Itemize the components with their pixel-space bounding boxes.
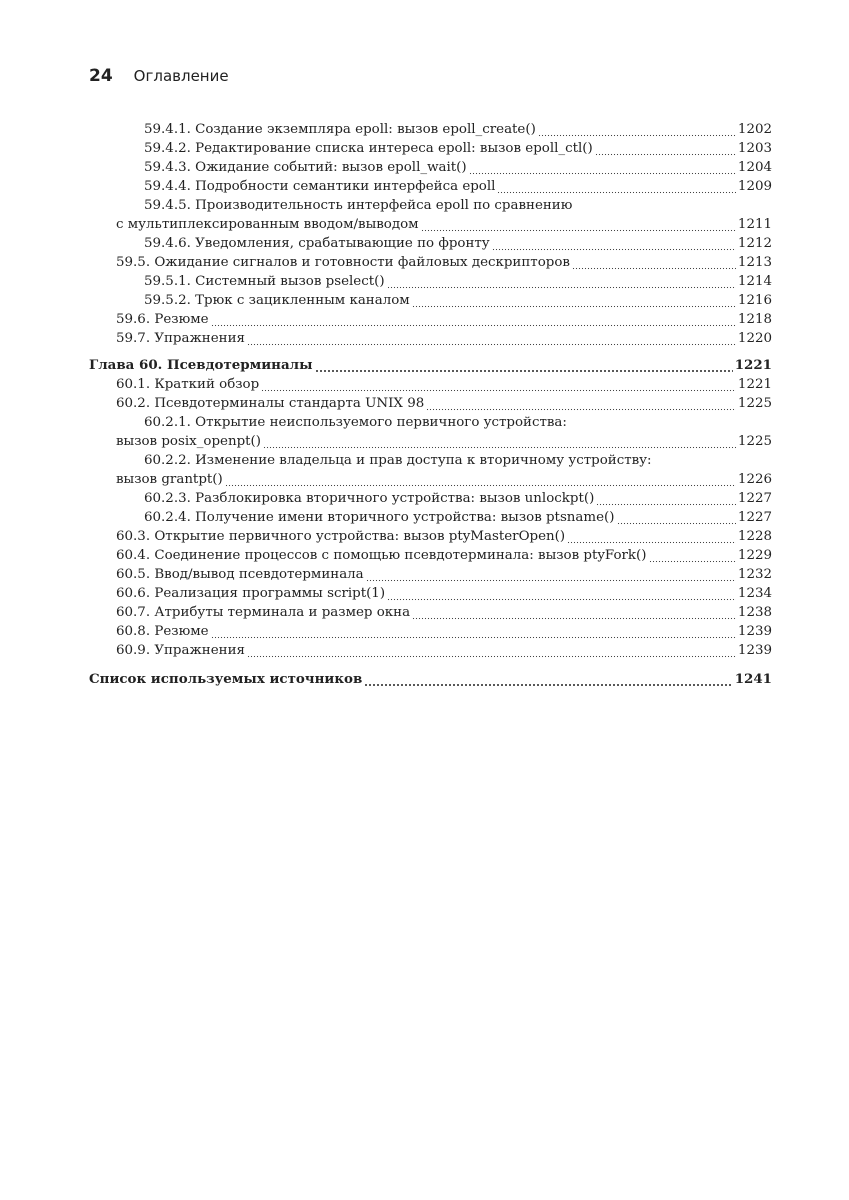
leader-dots: [387, 584, 736, 603]
toc-entry[interactable]: [89, 310, 772, 329]
toc-entry-title: 59.5.2. Трюк с зацикленным каналом: [144, 293, 410, 308]
toc-entry-title: 60.4. Соединение процессов с помощью псевдотерминала: вызов ptyFork(): [116, 548, 647, 563]
toc-entry[interactable]: [89, 508, 772, 527]
toc-entry-page: 1218: [737, 312, 772, 327]
running-title: Оглавление: [133, 67, 229, 85]
leader-dots: [567, 527, 736, 546]
toc-entry-title: 60.2.3. Разблокировка вторичного устройства: вызов unlockpt(): [144, 491, 595, 506]
toc-entry-title: 59.6. Резюме: [116, 312, 209, 327]
toc-entry-page: 1203: [737, 141, 772, 156]
leader-dots: [538, 120, 736, 139]
toc-entry-page: 1209: [737, 179, 772, 194]
toc-entry-title: 59.4.4. Подробности семантики интерфейса epoll: [144, 179, 496, 194]
leader-dots: [492, 234, 736, 253]
toc-entry-continuation[interactable]: [89, 432, 772, 451]
toc-entry-title: 60.8. Резюме: [116, 624, 209, 639]
page-header: [89, 66, 229, 92]
toc-entry[interactable]: [89, 120, 772, 139]
toc-entry-page: 1226: [737, 472, 772, 487]
toc-entry[interactable]: [89, 489, 772, 508]
leader-dots: [315, 356, 733, 375]
toc-entry-title: 60.2.2. Изменение владельца и прав доступа к вторичному устройству:: [144, 453, 652, 468]
leader-dots: [572, 253, 736, 272]
toc-entry-page: 1225: [737, 396, 772, 411]
leader-dots: [247, 329, 736, 348]
toc-entry-title-continued: с мультиплексированным вводом/выводом: [116, 217, 419, 232]
toc-entry[interactable]: [89, 139, 772, 158]
toc-entry[interactable]: [89, 196, 772, 215]
toc-entry-page: 1238: [737, 605, 772, 620]
toc-entry-page: 1211: [737, 217, 772, 232]
toc-entry[interactable]: [89, 177, 772, 196]
leader-dots: [225, 470, 736, 489]
toc-entry[interactable]: [89, 375, 772, 394]
toc-entry-title: 59.4.1. Создание экземпляра epoll: вызов epoll_create(): [144, 122, 536, 137]
toc-entry-page: 1220: [737, 331, 772, 346]
toc-entry[interactable]: [89, 451, 772, 470]
toc-entry-title: 60.3. Открытие первичного устройства: вызов ptyMasterOpen(): [116, 529, 566, 544]
toc-entry-page: 1212: [737, 236, 772, 251]
toc-entry-title: 59.4.3. Ожидание событий: вызов epoll_wait(): [144, 160, 467, 175]
toc-entry-continuation[interactable]: [89, 215, 772, 234]
leader-dots: [412, 603, 736, 622]
leader-dots: [426, 394, 736, 413]
toc-entry-title: 59.4.2. Редактирование списка интереса epoll: вызов epoll_ctl(): [144, 141, 593, 156]
toc-entry-page: 1225: [737, 434, 772, 449]
toc-entry[interactable]: [89, 622, 772, 641]
toc-entry[interactable]: [89, 291, 772, 310]
leader-dots: [364, 670, 732, 689]
toc-entry-title: 59.4.6. Уведомления, срабатывающие по фронту: [144, 236, 490, 251]
toc-entry[interactable]: [89, 546, 772, 565]
leader-dots: [366, 565, 736, 584]
leader-dots: [596, 489, 736, 508]
leader-dots: [211, 310, 736, 329]
toc-entry-title: 60.1. Краткий обзор: [116, 377, 260, 392]
toc-entry[interactable]: [89, 272, 772, 291]
toc-entry-title-continued: вызов grantpt(): [116, 472, 223, 487]
toc-entry[interactable]: [89, 584, 772, 603]
toc-entry-page: 1221: [737, 377, 772, 392]
toc-entry[interactable]: [89, 603, 772, 622]
toc-entry-title: 59.5. Ожидание сигналов и готовности файловых дескрипторов: [116, 255, 570, 270]
toc-entry-page: 1227: [737, 510, 772, 525]
toc-entry-page: 1241: [734, 671, 772, 687]
toc-entry-title: 59.4.5. Производительность интерфейса epoll по сравнению: [144, 198, 573, 213]
toc-entry-title: 59.5.1. Системный вызов pselect(): [144, 274, 385, 289]
page-number: 24: [89, 66, 113, 86]
toc-entry-title: 59.7. Упражнения: [116, 331, 245, 346]
toc-entry-page: 1202: [737, 122, 772, 137]
leader-dots: [211, 622, 736, 641]
toc-entry-page: 1234: [737, 586, 772, 601]
table-of-contents: [89, 120, 772, 689]
leader-dots: [247, 641, 736, 660]
toc-entry-continuation[interactable]: [89, 470, 772, 489]
toc-entry-page: 1221: [734, 357, 772, 373]
leader-dots: [421, 215, 736, 234]
toc-entry[interactable]: [89, 234, 772, 253]
leader-dots: [649, 546, 736, 565]
leader-dots: [497, 177, 735, 196]
toc-entry-page: 1239: [737, 624, 772, 639]
toc-chapter[interactable]: [89, 670, 772, 689]
toc-entry-page: 1216: [737, 293, 772, 308]
toc-entry-page: 1229: [737, 548, 772, 563]
toc-entry-title: 60.2.4. Получение имени вторичного устройства: вызов ptsname(): [144, 510, 615, 525]
toc-entry-page: 1204: [737, 160, 772, 175]
leader-dots: [263, 432, 736, 451]
leader-dots: [412, 291, 736, 310]
toc-entry-page: 1239: [737, 643, 772, 658]
toc-entry-page: 1214: [737, 274, 772, 289]
toc-entry-title: 60.9. Упражнения: [116, 643, 245, 658]
leader-dots: [617, 508, 736, 527]
toc-entry-title: 60.2. Псевдотерминалы стандарта UNIX 98: [116, 396, 425, 411]
toc-entry[interactable]: [89, 641, 772, 660]
toc-entry-page: 1228: [737, 529, 772, 544]
toc-entry[interactable]: [89, 527, 772, 546]
toc-entry[interactable]: [89, 565, 772, 584]
toc-chapter[interactable]: [89, 356, 772, 375]
toc-entry-page: 1213: [737, 255, 772, 270]
leader-dots: [261, 375, 736, 394]
leader-dots: [387, 272, 736, 291]
toc-entry-title: 60.5. Ввод/вывод псевдотерминала: [116, 567, 364, 582]
toc-entry-title: 60.2.1. Открытие неиспользуемого первичного устройства:: [144, 415, 567, 430]
toc-entry-title-continued: вызов posix_openpt(): [116, 434, 261, 449]
leader-dots: [595, 139, 736, 158]
toc-entry-title: Глава 60. Псевдотерминалы: [89, 357, 313, 373]
toc-entry-title: 60.7. Атрибуты терминала и размер окна: [116, 605, 411, 620]
toc-entry-title: Список используемых источников: [89, 671, 363, 687]
toc-entry[interactable]: [89, 253, 772, 272]
toc-entry[interactable]: [89, 158, 772, 177]
toc-entry-page: 1227: [737, 491, 772, 506]
toc-entry-title: 60.6. Реализация программы script(1): [116, 586, 386, 601]
toc-entry[interactable]: [89, 329, 772, 348]
toc-entry-page: 1232: [737, 567, 772, 582]
toc-entry[interactable]: [89, 413, 772, 432]
leader-dots: [469, 158, 736, 177]
toc-entry[interactable]: [89, 394, 772, 413]
